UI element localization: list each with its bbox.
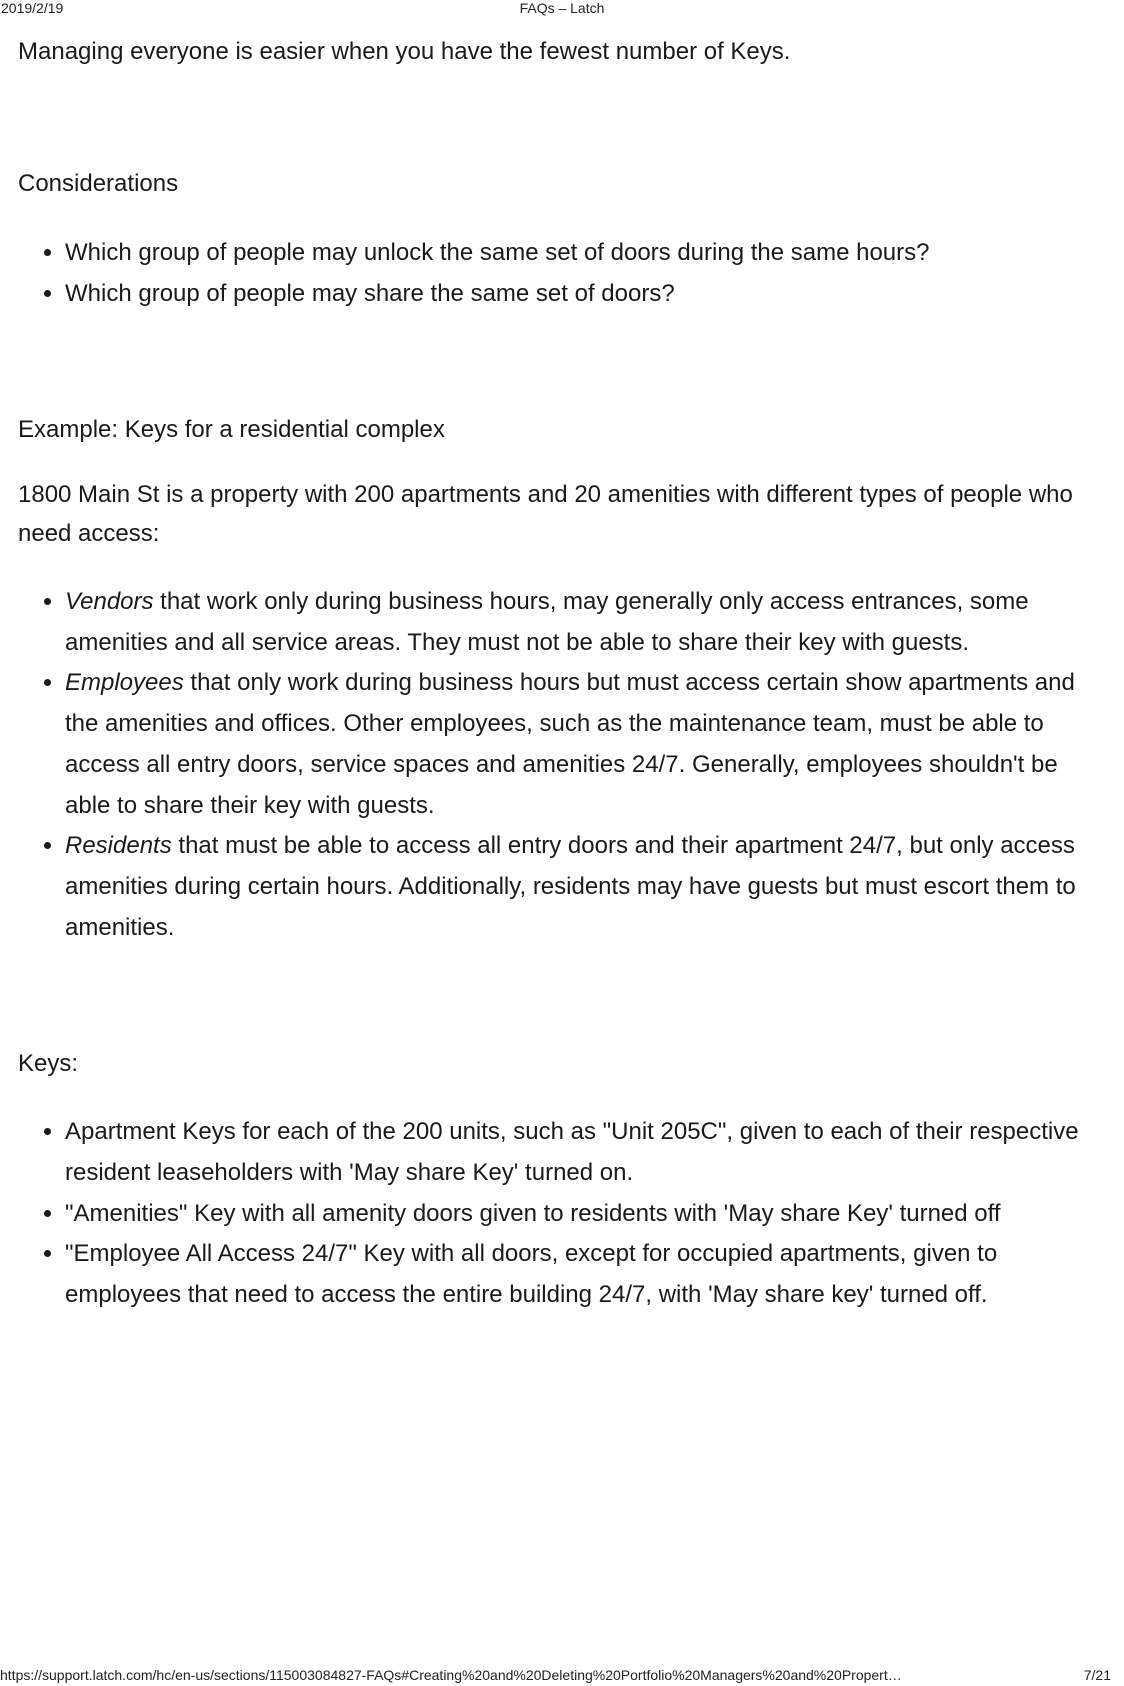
groups-list (18, 582, 1108, 948)
intro-paragraph: Managing everyone is easier when you have the fewest number of Keys. (18, 38, 791, 65)
list-item: • Which group of people may share the same set of doors? (65, 273, 1108, 314)
example-heading: Example: Keys for a residential complex (18, 416, 445, 443)
keys-heading: Keys: (18, 1050, 79, 1078)
print-header (0, 0, 1124, 18)
list-item: • Which group of people may unlock the same set of doors during the same hours? (65, 232, 1108, 273)
considerations-heading: Considerations (18, 170, 179, 197)
group-description: that only work during business hours but must access certain show apartments and the amenities and offices. Other employees, such as the maintenance team, must be able to access all entry doors, service spaces and amenities 24/7. Generally, employees shouldn't be able to share their key with guests. (65, 669, 1075, 819)
print-page-title: FAQs – Latch (519, 0, 605, 16)
list-item: • Apartment Keys for each of the 200 units, such as "Unit 205C", given to each of their respective resident leaseholders with 'May share Key' turned on. (65, 1112, 1108, 1193)
page-number: 7/21 (1083, 1667, 1111, 1683)
page-url: https://support.latch.com/hc/en-us/sections/115003084827-FAQs#Creating%20and%20Deleting%20Portfolio%20Managers%20and%20Propert… (0, 1667, 902, 1683)
group-name: Residents (65, 832, 172, 860)
group-description: that work only during business hours, may generally only access entrances, some amenities and all service areas. They must not be able to share their key with guests. (65, 588, 1029, 656)
list-item (65, 582, 1108, 663)
print-date: 2019/2/19 (1, 0, 64, 16)
group-name: Vendors (65, 588, 154, 615)
list-item: • "Amenities" Key with all amenity doors given to residents with 'May share Key' turned off (65, 1194, 1108, 1235)
list-item (65, 826, 1108, 948)
list-item: • "Employee All Access 24/7" Key with all doors, except for occupied apartments, given to employees that need to access the entire building 24/7, with 'May share key' turned off. (65, 1234, 1108, 1315)
list-item (65, 663, 1108, 826)
considerations-list (18, 232, 1108, 314)
group-description: that must be able to access all entry doors and their apartment 24/7, but only access amenities during certain hours. Additionally, residents may have guests but must escort them to amenities. (65, 832, 1076, 941)
print-footer (0, 1667, 1124, 1686)
group-name: Employees (65, 669, 184, 697)
example-description: 1800 Main St is a property with 200 apartments and 20 amenities with different types of people who need access: (18, 481, 1073, 547)
article-content (18, 30, 1108, 1316)
keys-list (18, 1112, 1108, 1316)
